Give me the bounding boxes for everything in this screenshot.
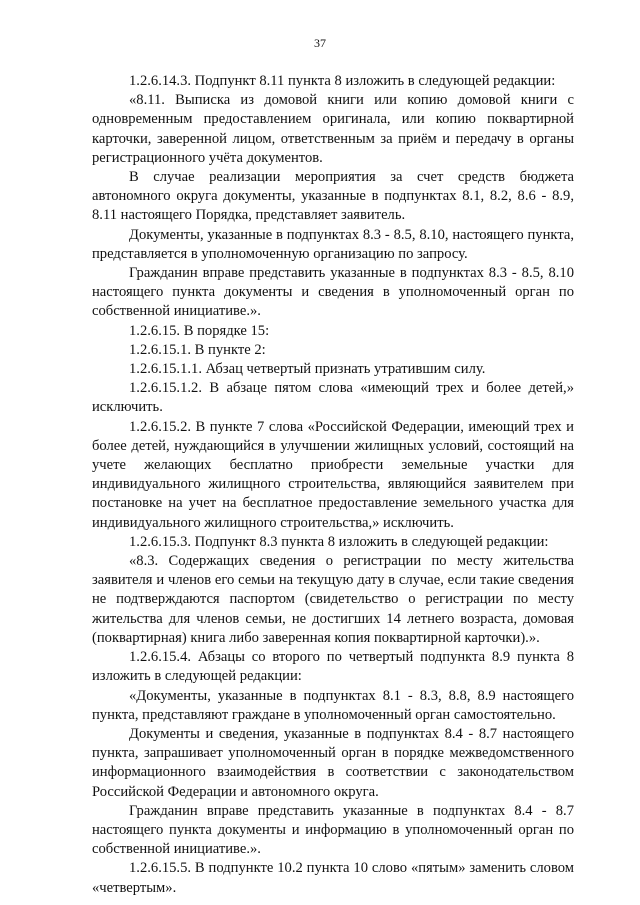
paragraph: 1.2.6.15.4. Абзацы со второго по четвертый подпункта 8.9 пункта 8 изложить в следующей редакции:: [92, 649, 574, 685]
paragraph: 1.2.6.15.1.2. В абзаце пятом слова «имеющий трех и более детей,» исключить.: [92, 380, 574, 416]
paragraph: Документы и сведения, указанные в подпунктах 8.4 - 8.7 настоящего пункта, запрашивает уполномоченный орган в порядке межведомственного информационного взаимодействия в соответствии с законодательством Российской Федерации и автономного округа.: [92, 725, 574, 800]
paragraph: «8.11. Выписка из домовой книги или копию домовой книги с одновременным предоставлением оригинала, или копию поквартирной карточки, заверенной лицом, ответственным за приём и передачу в органы регистрационного учёта документов.: [92, 92, 574, 166]
paragraph: 1.2.6.15.2. В пункте 7 слова «Российской Федерации, имеющий трех и более детей, нуждающийся в улучшении жилищных условий, состоящий на учете желающих бесплатно приобрести земельные участки для индивидуального жилищного строительства, являющийся заявителем при постановке на учет на бесплатное предоставление земельного участка для индивидуального жилищного строительства,» исключить.: [92, 418, 574, 531]
paragraph: 1.2.6.15. В порядке 15:: [129, 322, 270, 339]
paragraph: Документы, указанные в подпунктах 8.3 - 8.5, 8.10, настоящего пункта, представляется в уполномоченную организацию по запросу.: [92, 226, 574, 262]
document-body: [92, 72, 574, 898]
paragraph: 1.2.6.14.3. Подпункт 8.11 пункта 8 изложить в следующей редакции:: [129, 73, 556, 89]
paragraph: В случае реализации мероприятия за счет средств бюджета автономного округа документы, указанные в подпунктах 8.1, 8.2, 8.6 - 8.9, 8.11 настоящего Порядка, представляет заявитель.: [92, 169, 574, 224]
paragraph: «8.3. Содержащих сведения о регистрации по месту жительства заявителя и членов его семьи на текущую дату в случае, если такие сведения не подтверждаются паспортом (свидетельство о регистрации по месту жительства для членов семьи, не достигших 14 летнего возраста, домовая (поквартирная) книга либо заверенная копия поквартирной карточки).».: [92, 553, 574, 646]
paragraph: 1.2.6.15.5. В подпункте 10.2 пункта 10 слово «пятым» заменить словом «четвертым».: [92, 860, 574, 896]
paragraph: Гражданин вправе представить указанные в подпунктах 8.3 - 8.5, 8.10 настоящего пункта документы и сведения в уполномоченный орган по собственной инициативе.».: [92, 265, 574, 320]
paragraph: 1.2.6.15.1.1. Абзац четвертый признать утратившим силу.: [129, 361, 486, 378]
paragraph: «Документы, указанные в подпунктах 8.1 - 8.3, 8.8, 8.9 настоящего пункта, представляют граждане в уполномоченный орган самостоятельно.: [92, 687, 574, 723]
paragraph: Гражданин вправе представить указанные в подпунктах 8.4 - 8.7 настоящего пункта документы и информацию в уполномоченный орган по собственной инициативе.».: [92, 802, 574, 858]
paragraph: 1.2.6.15.1. В пункте 2:: [129, 341, 266, 358]
paragraph: 1.2.6.15.3. Подпункт 8.3 пункта 8 изложить в следующей редакции:: [129, 533, 549, 550]
page-number: 37: [314, 36, 326, 50]
